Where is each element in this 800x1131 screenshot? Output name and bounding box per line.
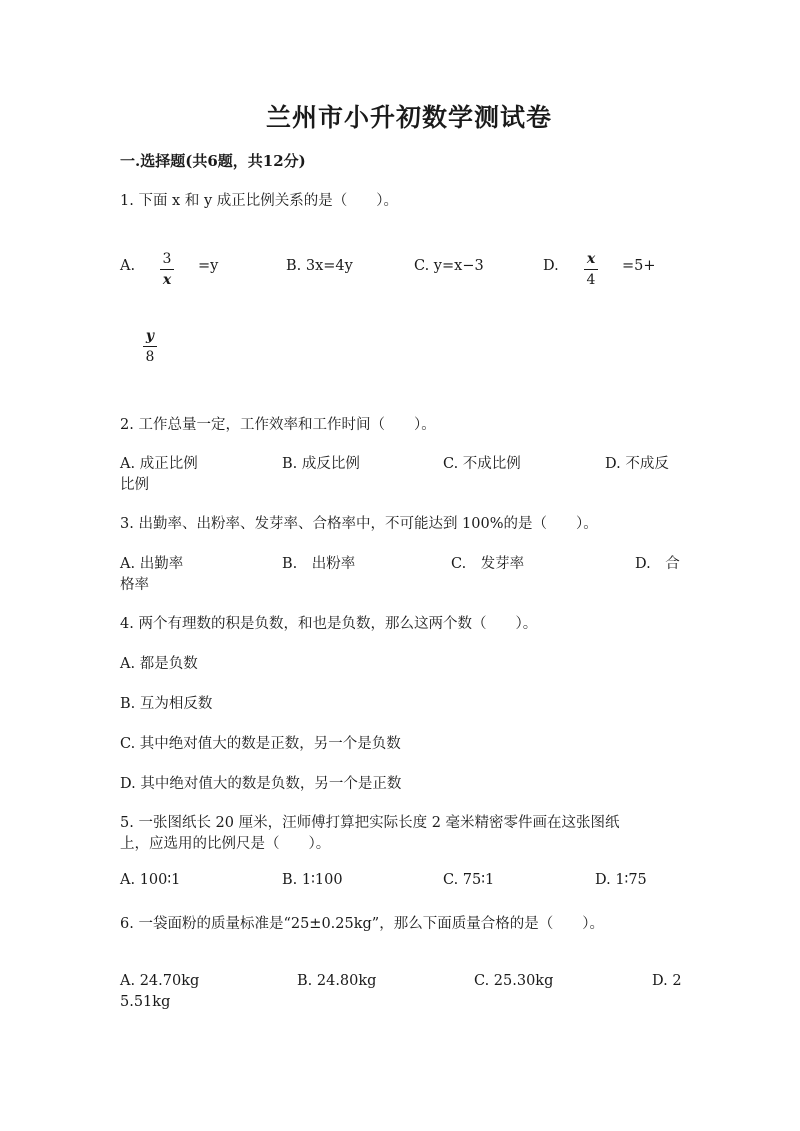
fraction-bar bbox=[584, 269, 598, 270]
q3-option-a: A. 出勤率 bbox=[120, 556, 184, 572]
fraction-bar bbox=[160, 269, 174, 270]
fraction-bar bbox=[143, 346, 157, 347]
q1-option-b: B. 3x=4y bbox=[286, 258, 353, 274]
q3-option-d-wrap: 格率 bbox=[120, 577, 149, 593]
q6-option-d: D. 2 bbox=[652, 973, 682, 989]
question-3-stem: 3. 出勤率、出粉率、发芽率、合格率中，不可能达到 100%的是（ ）。 bbox=[120, 516, 598, 532]
q2-option-d: D. 不成反 bbox=[605, 456, 669, 472]
q2-option-b: B. 成反比例 bbox=[282, 456, 360, 472]
q1-d-denominator: 4 bbox=[586, 272, 596, 288]
question-1-stem: 1. 下面 x 和 y 成正比例关系的是（ ）。 bbox=[120, 193, 398, 209]
q4-option-c: C. 其中绝对值大的数是正数，另一个是负数 bbox=[120, 736, 401, 752]
q1-option-a-fraction bbox=[160, 251, 174, 288]
q1-option-a-label: A. bbox=[120, 258, 136, 274]
q4-option-b: B. 互为相反数 bbox=[120, 696, 213, 712]
section-heading: 一.选择题(共6题，共12分) bbox=[120, 152, 306, 170]
q6-option-b: B. 24.80kg bbox=[297, 973, 377, 989]
q4-option-a: A. 都是负数 bbox=[120, 656, 198, 672]
q2-option-a: A. 成正比例 bbox=[120, 456, 198, 472]
q1-option-c: C. y=x−3 bbox=[414, 258, 484, 274]
q6-option-a: A. 24.70kg bbox=[120, 973, 200, 989]
q1-d-numerator: x bbox=[586, 251, 596, 267]
q3-option-d: D. 合 bbox=[635, 556, 680, 572]
question-2-stem: 2. 工作总量一定，工作效率和工作时间（ ）。 bbox=[120, 417, 436, 433]
q1-option-d-fraction-2 bbox=[143, 328, 157, 365]
q4-option-d: D. 其中绝对值大的数是负数，另一个是正数 bbox=[120, 776, 402, 792]
q5-option-d: D. 1∶75 bbox=[595, 872, 647, 888]
q1-option-a-suffix: =y bbox=[198, 258, 219, 274]
q1-option-d-fraction bbox=[584, 251, 598, 288]
q2-option-c: C. 不成比例 bbox=[443, 456, 521, 472]
q1-d2-denominator: 8 bbox=[145, 349, 155, 365]
q5-option-c: C. 75∶1 bbox=[443, 872, 495, 888]
q3-option-c: C. 发芽率 bbox=[451, 556, 525, 572]
question-4-stem: 4. 两个有理数的积是负数，和也是负数，那么这两个数（ ）。 bbox=[120, 616, 538, 632]
q5-option-a: A. 100∶1 bbox=[120, 872, 181, 888]
q1-d2-numerator: y bbox=[145, 328, 155, 344]
question-6-stem: 6. 一袋面粉的质量标准是“25±0.25kg”，那么下面质量合格的是（ ）。 bbox=[120, 916, 604, 932]
page-title: 兰州市小升初数学测试卷 bbox=[266, 103, 553, 132]
q6-option-c: C. 25.30kg bbox=[474, 973, 554, 989]
question-5-stem: 5. 一张图纸长 20 厘米，汪师傅打算把实际长度 2 毫米精密零件画在这张图纸 bbox=[120, 815, 620, 831]
q1-a-numerator: 3 bbox=[162, 251, 172, 267]
q1-a-denominator: x bbox=[162, 272, 172, 288]
q1-option-d-suffix: =5+ bbox=[622, 258, 656, 274]
q5-option-b: B. 1∶100 bbox=[282, 872, 343, 888]
question-5-stem-wrap: 上，应选用的比例尺是（ ）。 bbox=[120, 836, 331, 852]
q3-option-b: B. 出粉率 bbox=[282, 556, 356, 572]
q6-option-d-wrap: 5.51kg bbox=[120, 994, 171, 1010]
q2-option-d-wrap: 比例 bbox=[120, 477, 149, 493]
q1-option-d-label: D. bbox=[543, 258, 559, 274]
